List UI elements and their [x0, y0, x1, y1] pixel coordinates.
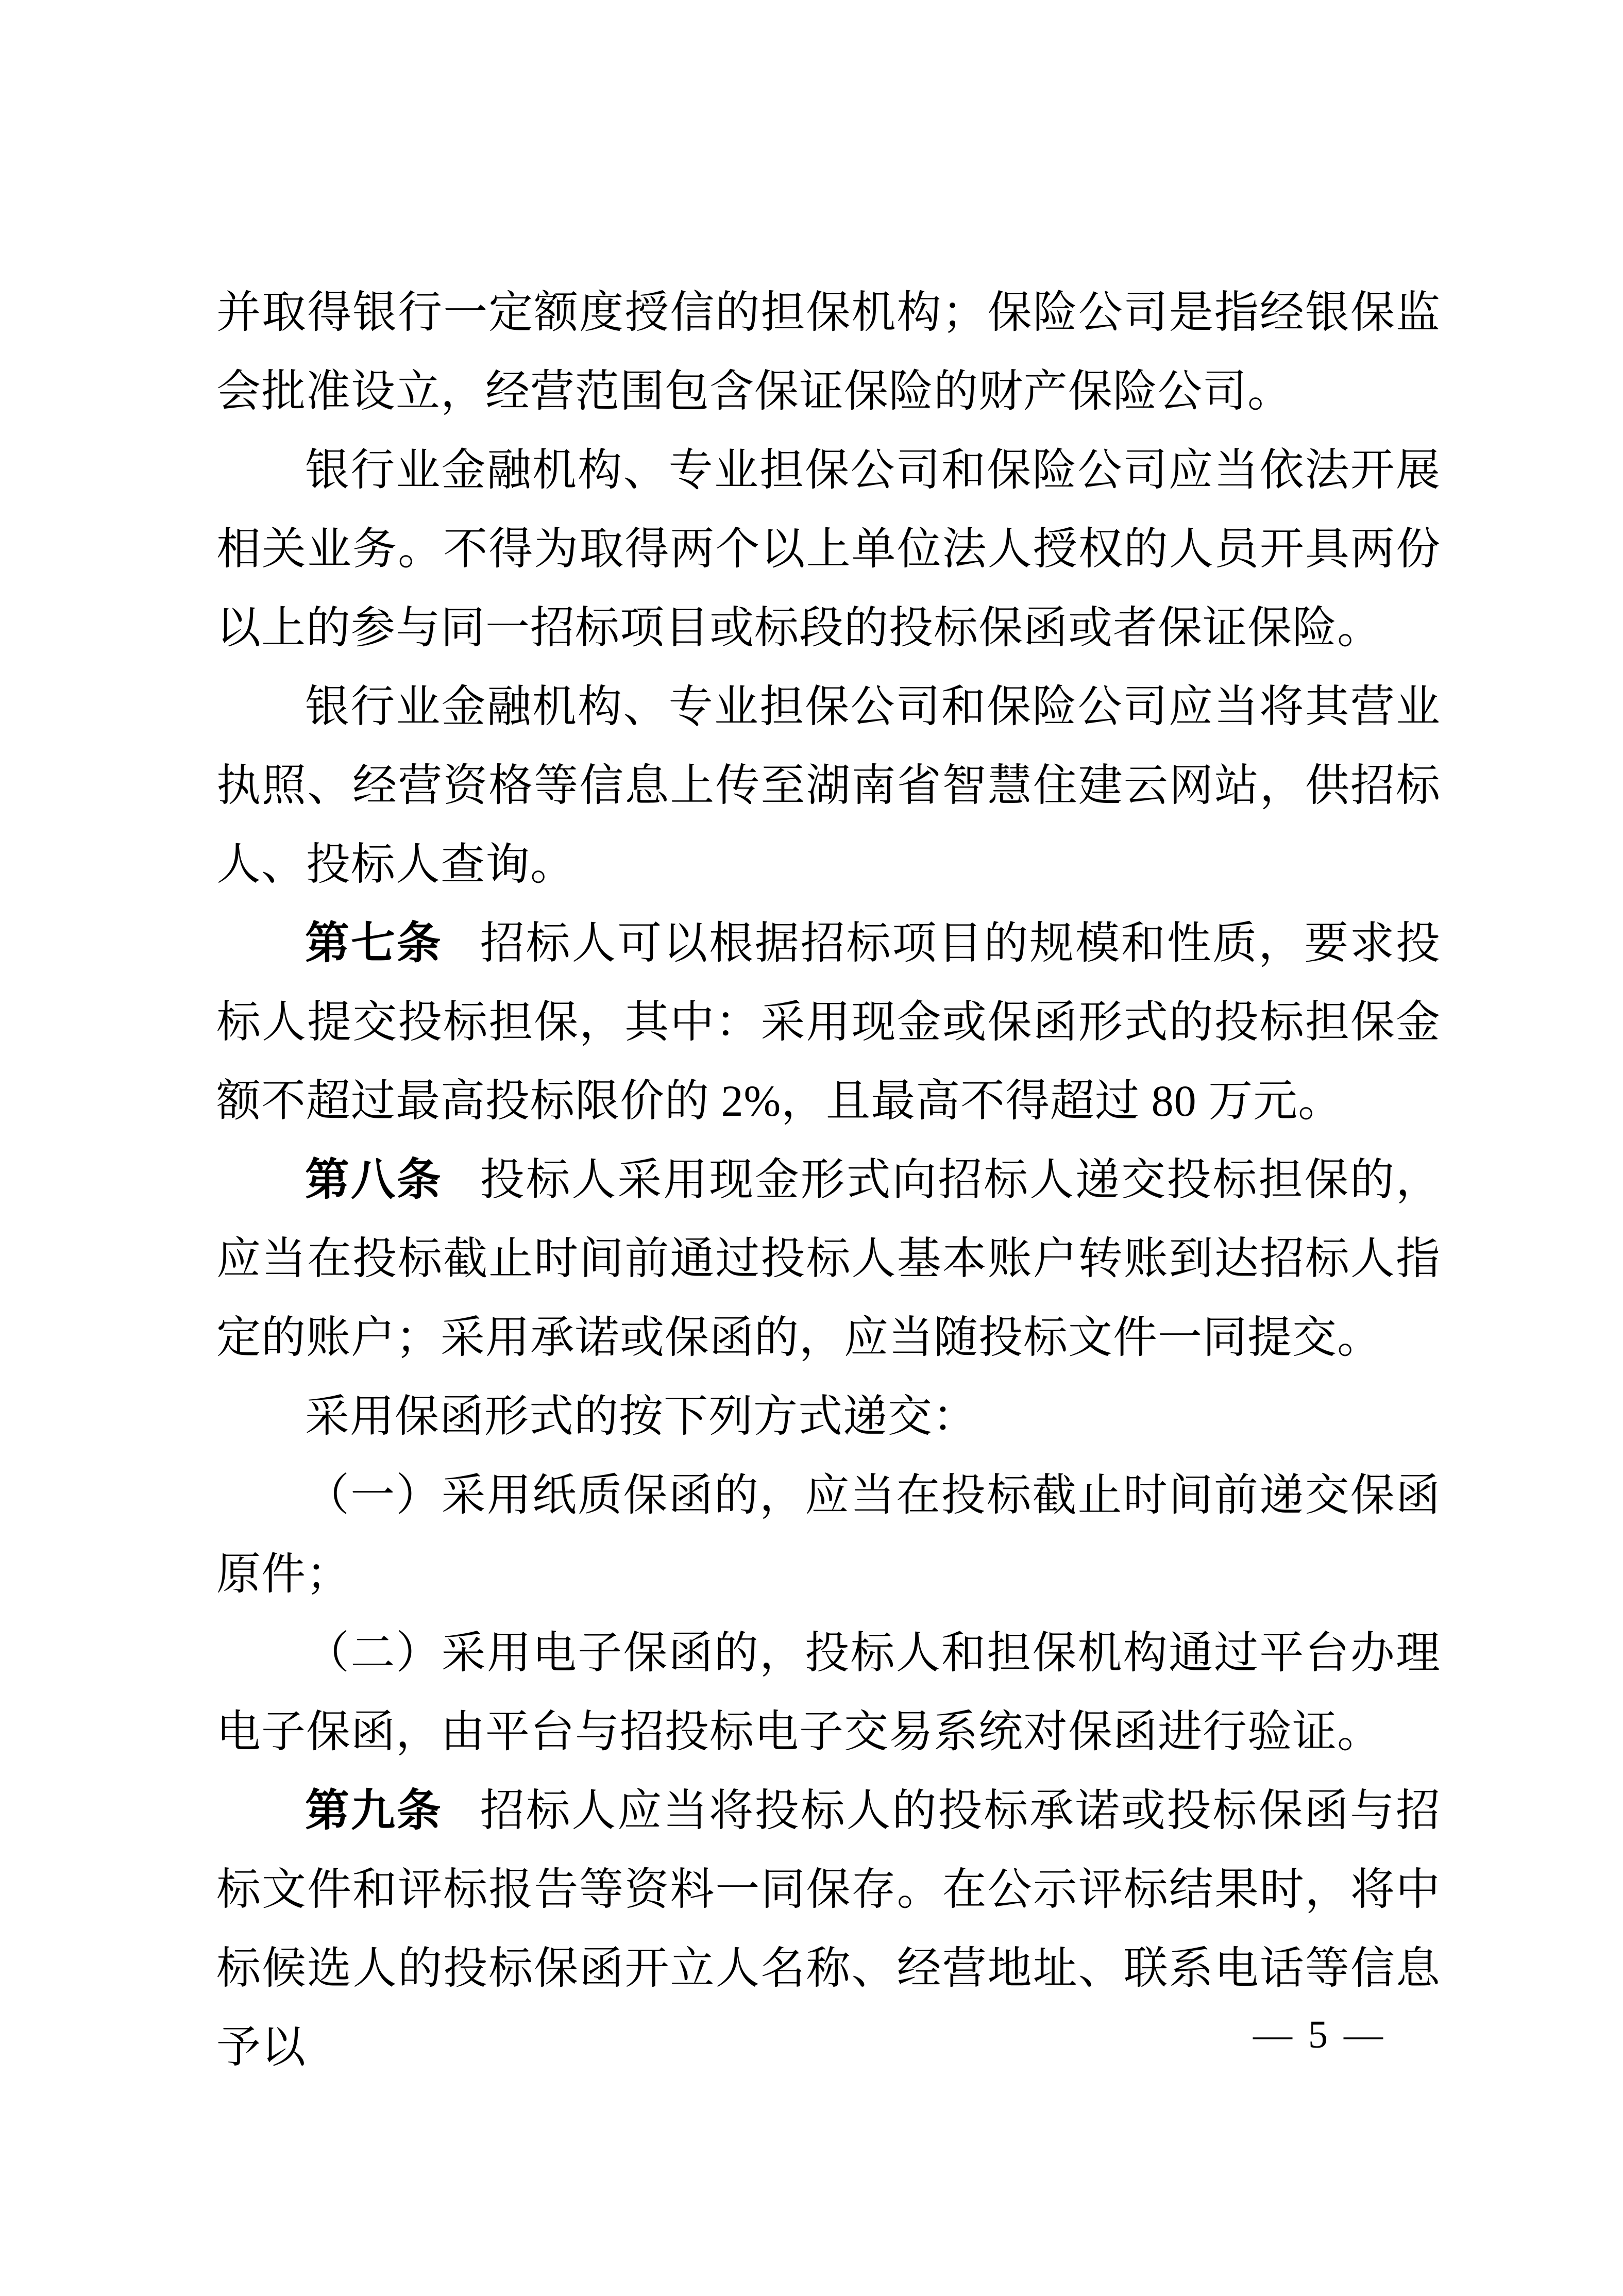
page-number: — 5 — — [1253, 2013, 1386, 2056]
document-body — [216, 273, 1441, 2087]
paragraph: 第九条 招标人应当将投标人的投标承诺或投标保函与招标文件和评标报告等资料一同保存。在公示评标结果时，将中标候选人的投标保函开立人名称、经营地址、联系电话等信息予以 — [216, 1786, 1441, 2072]
paragraph: 并取得银行一定额度授信的担保机构；保险公司是指经银保监会批准设立，经营范围包含保证保险的财产保险公司。 — [216, 288, 1441, 416]
article-number: 第八条 — [305, 1155, 443, 1204]
article-number: 第九条 — [305, 1786, 443, 1835]
paragraph: 第八条 投标人采用现金形式向招标人递交投标担保的，应当在投标截止时间前通过投标人基本账户转账到达招标人指定的账户；采用承诺或保函的，应当随投标文件一同提交。 — [216, 1155, 1441, 1362]
article-number: 第七条 — [305, 918, 443, 968]
paragraph: 银行业金融机构、专业担保公司和保险公司应当将其营业执照、经营资格等信息上传至湖南省智慧住建云网站，供招标人、投标人查询。 — [216, 682, 1441, 889]
paragraph: （一）采用纸质保函的，应当在投标截止时间前递交保函原件； — [216, 1470, 1441, 1599]
paragraph: 第七条 招标人可以根据招标项目的规模和性质，要求投标人提交投标担保，其中：采用现金或保函形式的投标担保金额不超过最高投标限价的 2%，且最高不得超过 80 万元。 — [216, 918, 1441, 1126]
paragraph: 采用保函形式的按下列方式递交： — [305, 1392, 977, 1441]
paragraph: （二）采用电子保函的，投标人和担保机构通过平台办理电子保函，由平台与招投标电子交易系统对保函进行验证。 — [216, 1628, 1441, 1756]
paragraph: 银行业金融机构、专业担保公司和保险公司应当依法开展相关业务。不得为取得两个以上单位法人授权的人员开具两份以上的参与同一招标项目或标段的投标保函或者保证保险。 — [216, 445, 1441, 652]
